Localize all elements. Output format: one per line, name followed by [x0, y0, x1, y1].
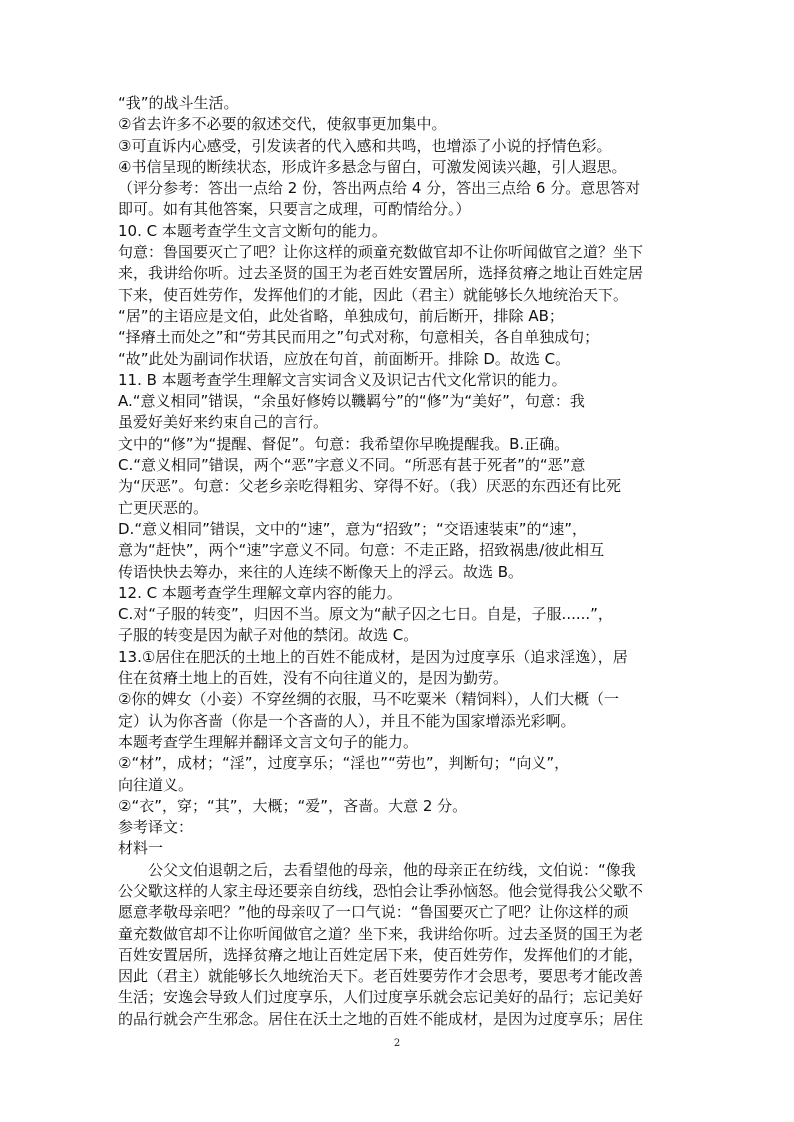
text-line: 向往道义。	[118, 775, 194, 794]
text-line: C.“意义相同”错误，两个“恶”字意义不同。“所恶有甚于死者”的“恶”意	[118, 456, 586, 475]
text-line: 即可。如有其他答案，只要言之成理，可酌情给分。）	[118, 200, 471, 219]
text-line: “居”的主语应是文伯，此处省略，单独成句，前后断开，排除 AB；	[118, 306, 564, 325]
text-line: “择瘠土而处之”和“劳其民而用之”句式对称，句意相关，各自单独成句；	[118, 328, 600, 347]
page-number: 2	[393, 1038, 401, 1049]
text-line: “我”的战斗生活。	[118, 94, 239, 112]
text-line: 因此（君主）就能够长久地统治天下。老百姓要劳作才会思考，要思考才能改善	[118, 967, 644, 986]
text-line: ④书信呈现的断续状态，形成许多悬念与留白，可激发阅读兴趣，引人遐思。	[118, 157, 627, 176]
text-line: 亡更厌恶的。	[118, 498, 209, 517]
text-line: 来，我讲给你听。过去圣贤的国王为老百姓安置居所，选择贫瘠之地让百姓定居	[118, 264, 644, 283]
text-line: 13.①居住在肥沃的土地上的百姓不能成材，是因为过度享乐（追求淫逸），居	[118, 647, 628, 666]
text-line: 虽爱好美好来约束自己的言行。	[118, 413, 329, 432]
text-line: 愿意孝敬母亲吧？”他的母亲叹了一口气说：“鲁国要灭亡了吧？让你这样的顽	[118, 903, 629, 922]
text-line: ②省去许多不必要的叙述交代，使叙事更加集中。	[118, 115, 447, 134]
text-line: 11. B 本题考查学生理解文言实词含义及识记古代文化常识的能力。	[118, 370, 567, 389]
text-line: 材料一	[118, 839, 164, 858]
text-line: 为“厌恶”。句意：父老乡亲吃得粗劣、穿得不好。（我）厌恶的东西还有比死	[118, 477, 622, 496]
text-line: 公父歜这样的人家主母还要亲自纺线，恐怕会让季孙恼怒。他会觉得我公父歜不	[118, 881, 644, 900]
text-line: （评分参考：答出一点给 2 份，答出两点给 4 分，答出三点给 6 分。意思答对	[118, 179, 641, 198]
text-line: 子服的转变是因为献子对他的禁闭。故选 C。	[118, 626, 419, 645]
text-line: 生活；安逸会导致人们过度享乐，人们过度享乐就会忘记美好的品行；忘记美好	[118, 988, 644, 1007]
text-line: 的品行就会产生邪念。居住在沃土之地的百姓不能成材，是因为过度享乐；居住	[118, 1009, 644, 1028]
text-line: ②你的婢女（小妾）不穿丝绸的衣服，马不吃粟米（精饲料），人们大概（一	[118, 690, 619, 709]
text-line: 下来，使百姓劳作，发挥他们的才能，因此（君主）就能够长久地统治天下。	[118, 285, 629, 304]
text-line: 意为“赶快”，两个“速”字意义不同。句意：不走正路，招致祸患/彼此相互	[118, 541, 605, 560]
text-line: A.“意义相同”错误，“余虽好修姱以鞿羁兮”的“修”为“美好”，句意：我	[118, 392, 585, 411]
text-line: 句意：鲁国要灭亡了吧？让你这样的顽童充数做官却不让你听闻做官之道？坐下	[118, 243, 644, 262]
text-line: 传语快快去筹办，来往的人连续不断像天上的浮云。故选 B。	[118, 562, 524, 581]
text-line: 12. C 本题考查学生理解文章内容的能力。	[118, 583, 402, 602]
text-line: 童充数做官却不让你听闻做官之道？坐下来，我讲给你听。过去圣贤的国王为老	[118, 924, 644, 943]
text-line: 百姓安置居所，选择贫瘠之地让百姓定居下来，使百姓劳作，发挥他们的才能，	[118, 945, 644, 964]
text-line: 文中的“修”为“提醒、督促”。句意：我希望你早晚提醒我。B.正确。	[118, 434, 570, 453]
answer-text-body	[118, 93, 682, 1030]
text-line: ②“衣”，穿；“其”，大概；“爱”，吝啬。大意 2 分。	[118, 796, 468, 815]
text-line: 公父文伯退朝之后，去看望他的母亲，他的母亲正在纺线，文伯说：“像我	[148, 860, 636, 879]
text-line: 定）认为你吝啬（你是一个吝啬的人），并且不能为国家增添光彩啊。	[118, 711, 576, 730]
text-line: C.对“子服的转变”，归因不当。原文为“献子囚之七日。自是，子服......”，	[118, 605, 613, 624]
text-line: “故”此处为副词作状语，应放在句首，前面断开。排除 D。故选 C。	[118, 349, 571, 368]
text-line: ②“材”，成材；“淫”，过度享乐；“淫也”“劳也”，判断句；“向义”，	[118, 754, 570, 773]
text-line: 参考译文：	[118, 818, 194, 837]
text-line: ③可直诉内心感受，引发读者的代入感和共鸣，也增添了小说的抒情色彩。	[118, 136, 612, 155]
text-line: 住在贫瘠土地上的百姓，没有不向往道义的，是因为勤劳。	[118, 669, 509, 688]
text-line: D.“意义相同”错误，文中的“速”，意为“招致”；“交语速装束”的“速”，	[118, 519, 588, 538]
text-line: 本题考查学生理解并翻译文言文句子的能力。	[118, 732, 419, 751]
text-line: 10. C 本题考查学生文言文断句的能力。	[118, 221, 387, 240]
